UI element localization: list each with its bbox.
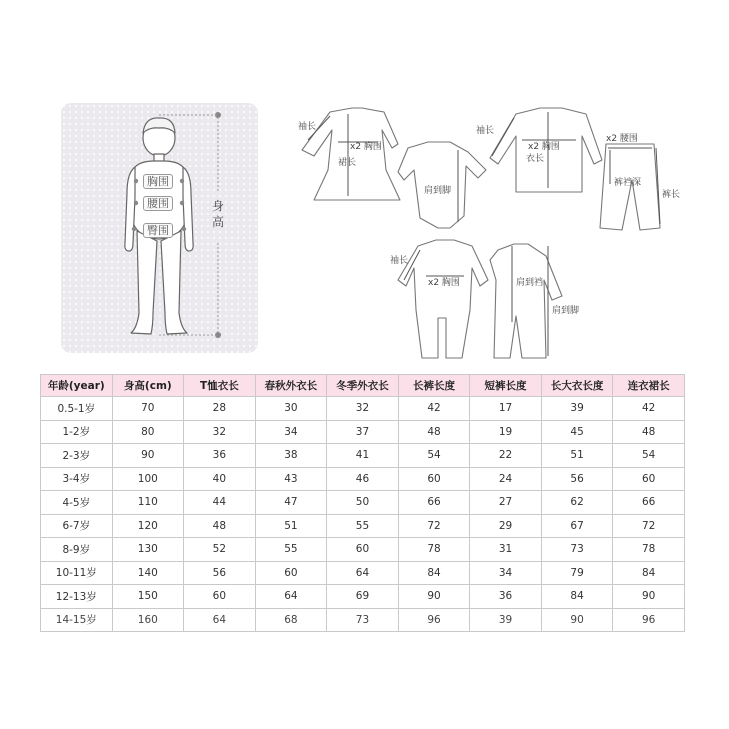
table-cell: 4-5岁 [41, 491, 113, 515]
table-cell: 78 [398, 538, 470, 562]
garment-measurement-diagrams [290, 100, 690, 365]
table-cell: 12-13岁 [41, 585, 113, 609]
table-cell: 73 [327, 608, 399, 632]
table-cell: 48 [398, 420, 470, 444]
table-cell: 14-15岁 [41, 608, 113, 632]
table-cell: 54 [613, 444, 685, 468]
table-cell: 48 [184, 514, 256, 538]
table-cell: 39 [470, 608, 542, 632]
header-shorts-length: 短裤长度 [470, 375, 542, 397]
table-cell: 3-4岁 [41, 467, 113, 491]
table-cell: 10-11岁 [41, 561, 113, 585]
table-row [41, 420, 685, 444]
table-cell: 84 [613, 561, 685, 585]
table-cell: 2-3岁 [41, 444, 113, 468]
table-cell: 69 [327, 585, 399, 609]
table-cell: 72 [613, 514, 685, 538]
table-cell: 32 [327, 397, 399, 421]
table-row [41, 561, 685, 585]
table-cell: 28 [184, 397, 256, 421]
table-cell: 70 [112, 397, 184, 421]
table-cell: 27 [470, 491, 542, 515]
table-cell: 36 [470, 585, 542, 609]
table-cell: 29 [470, 514, 542, 538]
table-cell: 84 [398, 561, 470, 585]
table-cell: 90 [398, 585, 470, 609]
table-cell: 67 [541, 514, 613, 538]
header-trousers-length: 长裤长度 [398, 375, 470, 397]
table-cell: 44 [184, 491, 256, 515]
table-row [41, 491, 685, 515]
table-cell: 1-2岁 [41, 420, 113, 444]
table-cell: 0.5-1岁 [41, 397, 113, 421]
table-cell: 6-7岁 [41, 514, 113, 538]
table-cell: 42 [613, 397, 685, 421]
table-cell: 66 [613, 491, 685, 515]
table-cell: 19 [470, 420, 542, 444]
body-measurement-figure [61, 103, 258, 353]
table-cell: 120 [112, 514, 184, 538]
table-cell: 52 [184, 538, 256, 562]
table-cell: 54 [398, 444, 470, 468]
table-row [41, 538, 685, 562]
pants-waist-label: x2 腰围 [606, 134, 638, 144]
table-cell: 68 [255, 608, 327, 632]
table-cell: 40 [184, 467, 256, 491]
table-cell: 140 [112, 561, 184, 585]
table-cell: 90 [613, 585, 685, 609]
table-cell: 34 [470, 561, 542, 585]
table-row [41, 514, 685, 538]
table-cell: 34 [255, 420, 327, 444]
table-row [41, 585, 685, 609]
table-cell: 8-9岁 [41, 538, 113, 562]
table-cell: 17 [470, 397, 542, 421]
table-cell: 79 [541, 561, 613, 585]
table-cell: 32 [184, 420, 256, 444]
dress-chest-label: x2 胸围 [350, 142, 382, 152]
jacket-sleeve-label: 袖长 [476, 126, 495, 136]
height-label: 身高 [211, 199, 224, 229]
dress-sleeve-label: 袖长 [298, 122, 317, 132]
table-cell: 64 [327, 561, 399, 585]
table-cell: 22 [470, 444, 542, 468]
table-cell: 38 [255, 444, 327, 468]
table-row [41, 608, 685, 632]
table-cell: 84 [541, 585, 613, 609]
table-cell: 36 [184, 444, 256, 468]
table-cell: 47 [255, 491, 327, 515]
header-tshirt-length: T恤衣长 [184, 375, 256, 397]
waist-label: 腰围 [143, 196, 173, 211]
table-cell: 30 [255, 397, 327, 421]
table-cell: 62 [541, 491, 613, 515]
table-cell: 39 [541, 397, 613, 421]
table-cell: 56 [541, 467, 613, 491]
suit-sleeve-label: 袖长 [390, 256, 409, 266]
hip-label: 臀围 [143, 223, 173, 238]
table-header-row [41, 375, 685, 397]
header-age: 年龄(year) [41, 375, 113, 397]
suit-shoulder-foot-label: 肩到脚 [552, 306, 580, 316]
table-cell: 51 [255, 514, 327, 538]
table-row [41, 444, 685, 468]
table-cell: 45 [541, 420, 613, 444]
jacket-chest-label: x2 胸围 [528, 142, 560, 152]
table-row [41, 397, 685, 421]
header-dress-length: 连衣裙长 [613, 375, 685, 397]
table-cell: 78 [613, 538, 685, 562]
header-overcoat-length: 长大衣长度 [541, 375, 613, 397]
table-cell: 55 [255, 538, 327, 562]
table-cell: 48 [613, 420, 685, 444]
table-cell: 90 [541, 608, 613, 632]
header-height: 身高(cm) [112, 375, 184, 397]
chest-label: 胸围 [143, 174, 173, 189]
table-cell: 46 [327, 467, 399, 491]
table-cell: 72 [398, 514, 470, 538]
header-winter-coat-length: 冬季外衣长 [327, 375, 399, 397]
table-cell: 42 [398, 397, 470, 421]
table-cell: 56 [184, 561, 256, 585]
suit-shoulder-crotch-label: 肩到裆 [516, 278, 544, 288]
pants-rise-label: 裤裆深 [614, 178, 642, 188]
table-cell: 60 [184, 585, 256, 609]
table-cell: 43 [255, 467, 327, 491]
table-cell: 41 [327, 444, 399, 468]
table-cell: 90 [112, 444, 184, 468]
table-cell: 24 [470, 467, 542, 491]
table-cell: 64 [184, 608, 256, 632]
table-cell: 160 [112, 608, 184, 632]
table-cell: 55 [327, 514, 399, 538]
romper-length-label: 肩到脚 [424, 186, 452, 196]
table-cell: 60 [613, 467, 685, 491]
jacket-length-label: 衣长 [526, 154, 545, 164]
table-cell: 50 [327, 491, 399, 515]
table-cell: 60 [327, 538, 399, 562]
dress-length-label: 裙长 [338, 158, 357, 168]
table-cell: 150 [112, 585, 184, 609]
table-cell: 96 [398, 608, 470, 632]
table-cell: 51 [541, 444, 613, 468]
table-cell: 130 [112, 538, 184, 562]
pants-length-label: 裤长 [662, 190, 681, 200]
table-cell: 60 [398, 467, 470, 491]
table-cell: 31 [470, 538, 542, 562]
table-row [41, 467, 685, 491]
table-cell: 64 [255, 585, 327, 609]
table-cell: 96 [613, 608, 685, 632]
table-cell: 110 [112, 491, 184, 515]
table-cell: 37 [327, 420, 399, 444]
header-spring-coat-length: 春秋外衣长 [255, 375, 327, 397]
table-cell: 73 [541, 538, 613, 562]
table-cell: 60 [255, 561, 327, 585]
suit-chest-label: x2 胸围 [428, 278, 460, 288]
size-chart-table [40, 374, 685, 632]
table-cell: 66 [398, 491, 470, 515]
table-cell: 80 [112, 420, 184, 444]
table-cell: 100 [112, 467, 184, 491]
